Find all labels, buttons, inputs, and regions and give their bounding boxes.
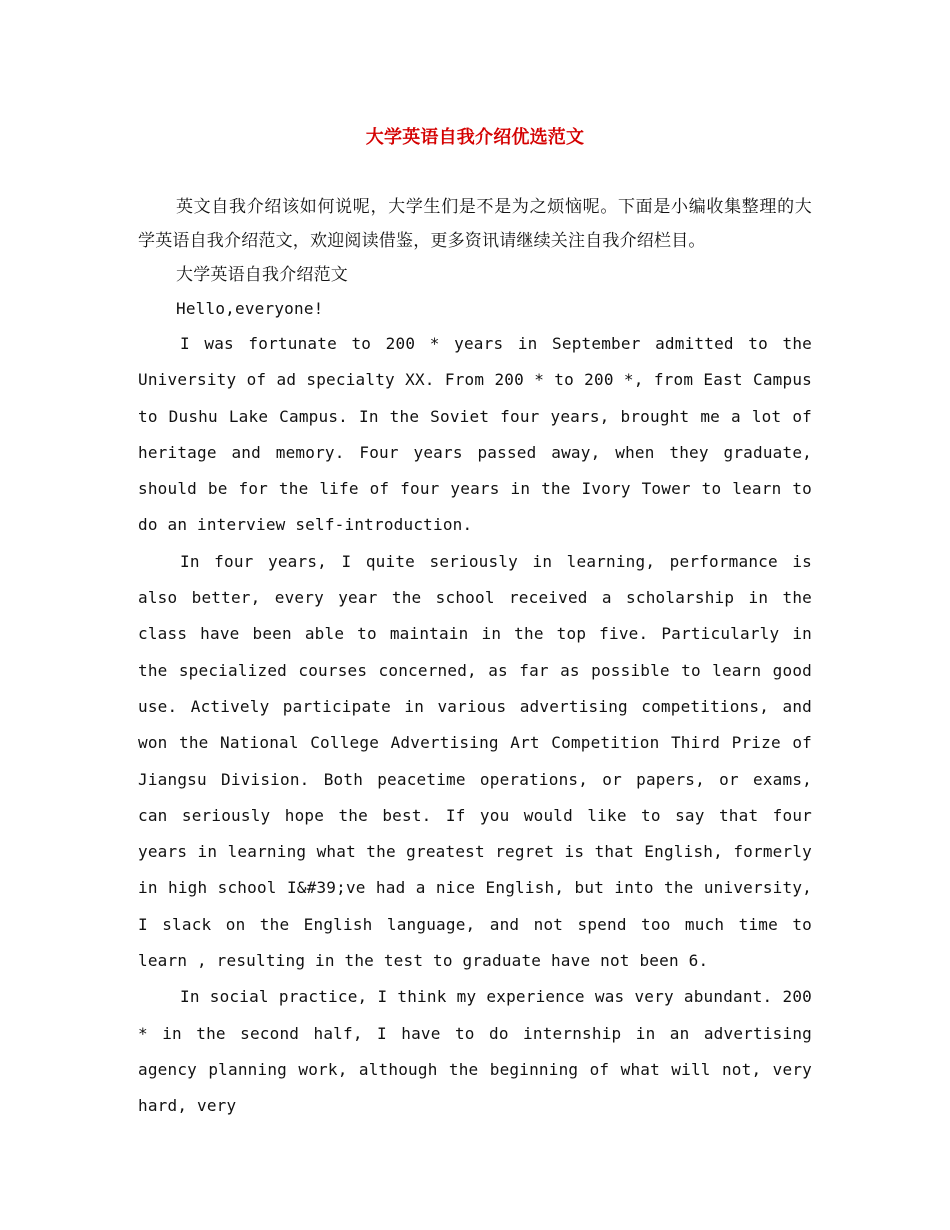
body-paragraph-2: In four years, I quite seriously in learning, performance is also better, every year the school received a scholarship in the class have been able to maintain in the top five. Particularly in the specialized courses concerned, as far as possible to learn good use. Actively participate in various advertising competitions, and won the National College Advertising Art Competition Third Prize of Jiangsu Division. Both peacetime operations, or papers, or exams, can seriously hope the best. If you would like to say that four years in learning what the greatest regret is that English, formerly in high school I&#39;ve had a nice English, but into the university, I slack on the English language, and not spend too much time to learn , resulting in the test to graduate have not been 6.: [138, 551, 812, 971]
section-heading: 大学英语自我介绍范文: [176, 265, 348, 285]
document-title: 大学英语自我介绍优选范文: [365, 127, 585, 148]
intro-paragraph: 英文自我介绍该如何说呢，大学生们是不是为之烦恼呢。下面是小编收集整理的大学英语自我介绍范文，欢迎阅读借鉴，更多资讯请继续关注自我介绍栏目。: [138, 197, 812, 251]
body-paragraph-3: In social practice, I think my experience was very abundant. 200 * in the second half, I have to do internship in an advertising agency planning work, although the beginning of what will not, very hard, very: [138, 987, 812, 1116]
body-paragraph-1: I was fortunate to 200 * years in September admitted to the University of ad specialty XX. From 200 * to 200 *, from East Campus to Dushu Lake Campus. In the Soviet four years, brought me a lot of heritage and memory. Four years passed away, when they graduate, should be for the life of four years in the Ivory Tower to learn to do an interview self-introduction.: [138, 334, 812, 535]
document-body: [138, 110, 812, 1125]
greeting-line: Hello,everyone!: [176, 299, 324, 318]
